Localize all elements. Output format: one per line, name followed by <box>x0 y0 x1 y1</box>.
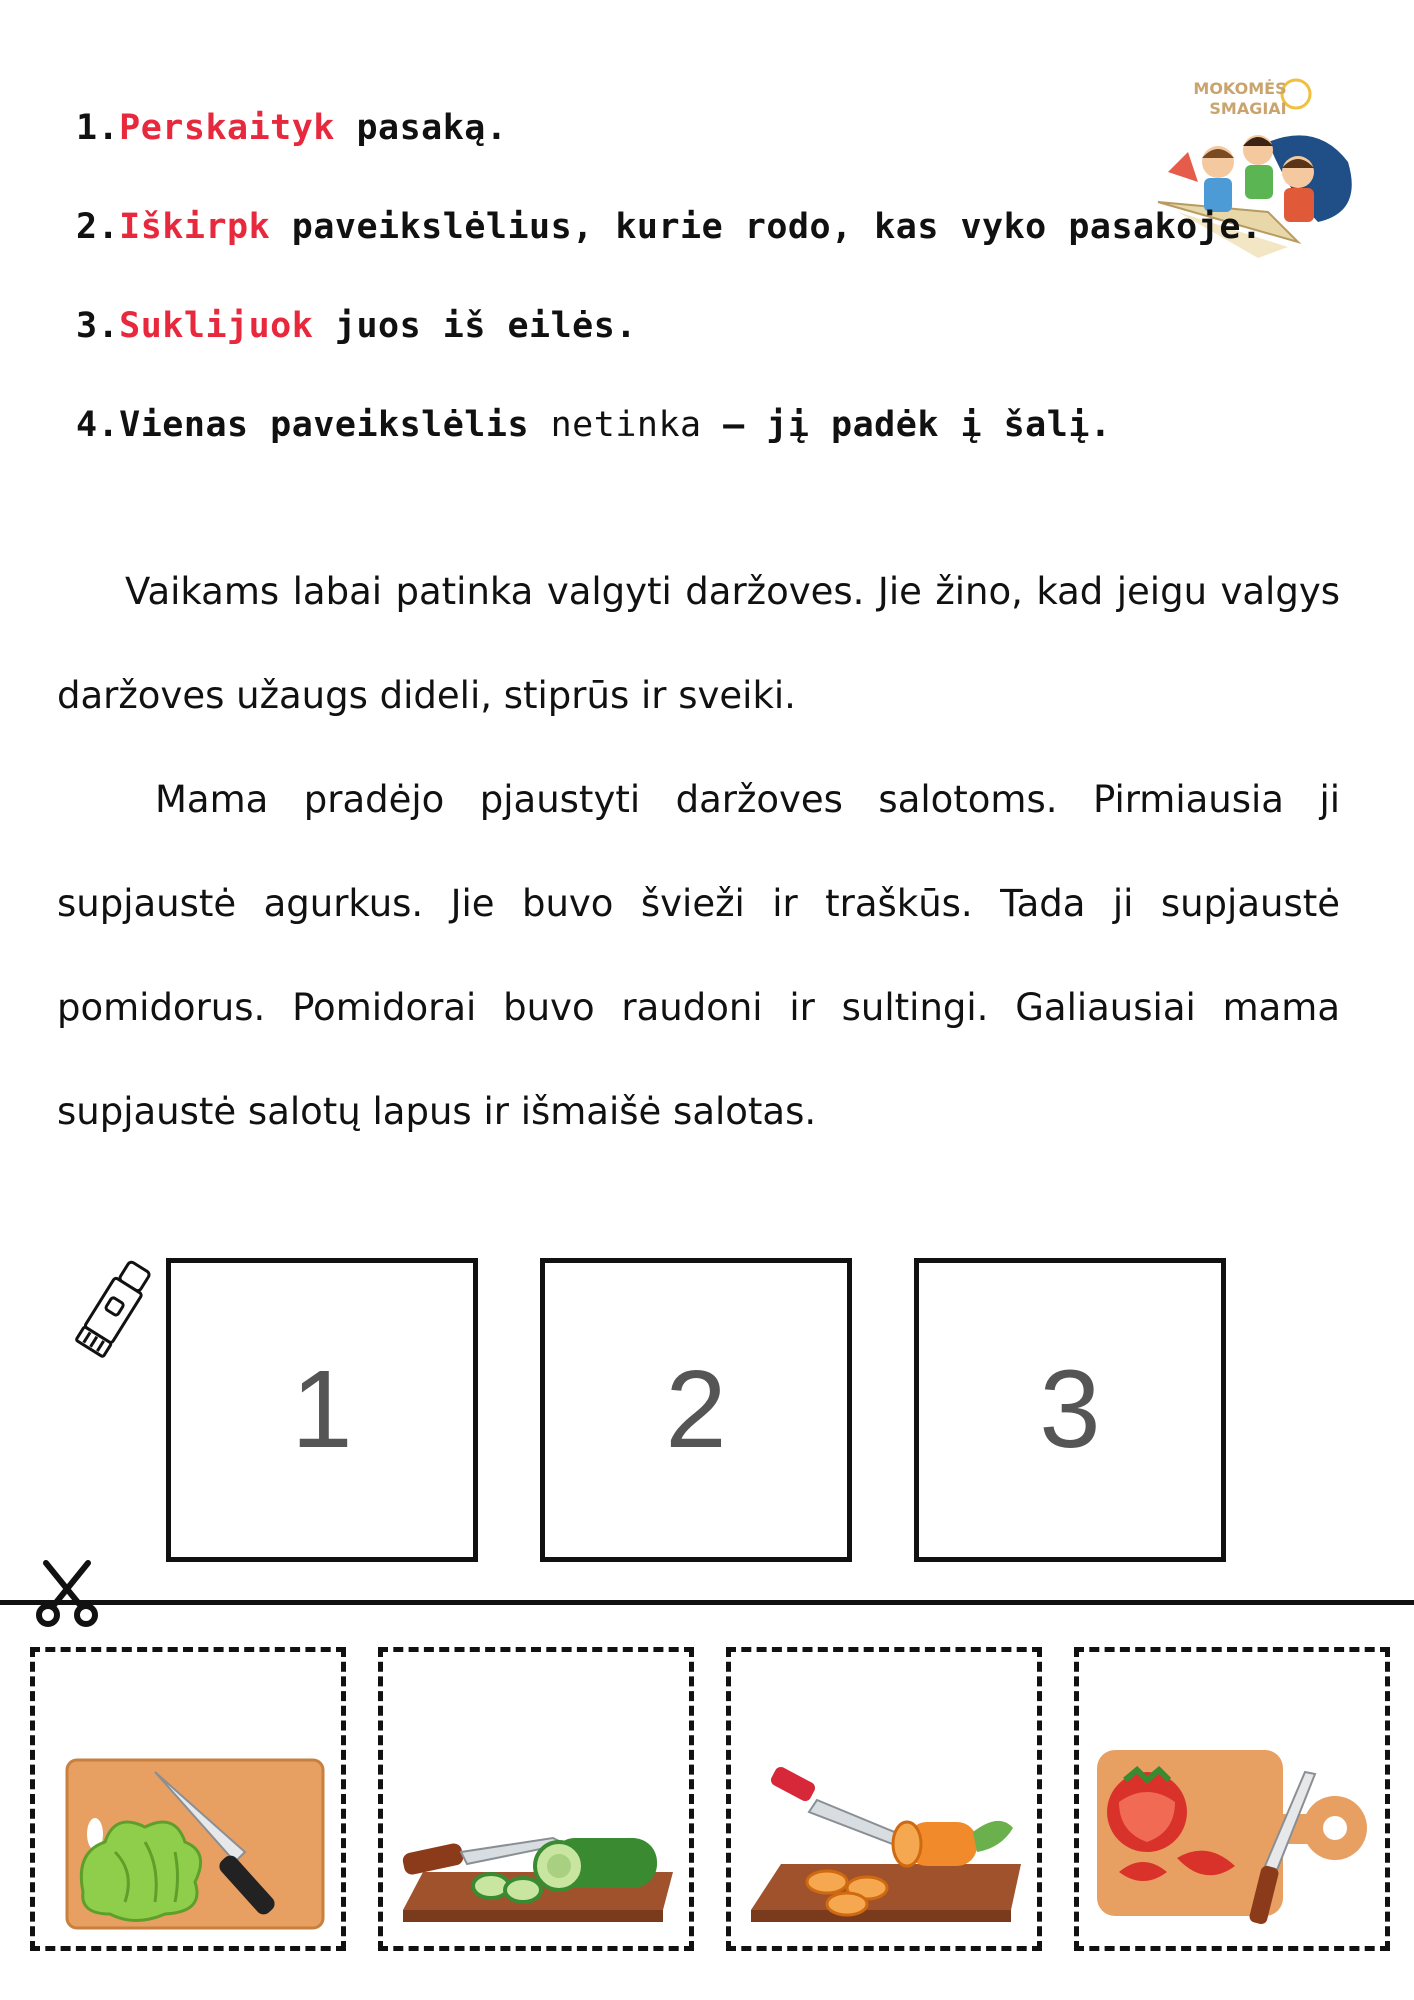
instruction-3 <box>76 306 637 346</box>
cutout-card-carrot[interactable] <box>726 1647 1042 1951</box>
instruction-2 <box>76 207 1262 247</box>
instruction-1 <box>76 108 507 148</box>
carrot-cutting-board-picture <box>731 1652 1037 1946</box>
tomato-cutting-board-picture <box>1079 1652 1385 1946</box>
drop-frame-3[interactable] <box>914 1258 1226 1562</box>
story-paragraph-2: Mama pradėjo pjaustyti daržoves salotoms. Pirmiausia ji supjaustė agurkus. Jie buvo švieži ir traškūs. Tada ji supjaustė pomidorus. Pomidorai buvo raudoni ir sultingi. Galiausiai mama supjaustė salotų lapus ir išmaišė salotas. <box>57 778 1340 1133</box>
cutout-card-cucumber[interactable] <box>378 1647 694 1951</box>
instruction-text: juos iš eilės. <box>313 306 637 346</box>
story-paragraph-1: Vaikams labai patinka valgyti daržoves. Jie žino, kad jeigu valgys daržoves užaugs dideli, stiprūs ir sveiki. <box>57 570 1340 717</box>
instruction-number: 2. <box>76 207 120 247</box>
instruction-text: pasaką. <box>334 108 508 148</box>
instruction-number: 4. <box>76 405 120 445</box>
instruction-bold-text: – jį padėk į šalį. <box>701 405 1112 445</box>
logo-text-2: SMAGIAI <box>1209 99 1287 118</box>
instruction-number: 3. <box>76 306 120 346</box>
frame-number: 3 <box>1039 1348 1101 1471</box>
instruction-number: 1. <box>76 108 120 148</box>
scissors-icon <box>34 1557 100 1629</box>
logo-text-1: MOKOMĖS <box>1193 79 1287 98</box>
instruction-text: paveikslėlius, kurie rodo, kas vyko pasakoje. <box>270 207 1263 247</box>
cucumber-cutting-board-picture <box>383 1652 689 1946</box>
cutout-card-lettuce[interactable] <box>30 1647 346 1951</box>
lettuce-cutting-board-picture <box>35 1652 341 1946</box>
drop-frame-2[interactable] <box>540 1258 852 1562</box>
story-text <box>57 540 1340 1164</box>
instruction-normal-text: netinka <box>529 405 702 445</box>
frame-number: 2 <box>665 1348 727 1471</box>
cutout-card-tomato[interactable] <box>1074 1647 1390 1951</box>
instruction-verb: Iškirpk <box>119 207 271 247</box>
instruction-verb: Suklijuok <box>119 306 314 346</box>
cut-line <box>0 1600 1414 1605</box>
instruction-bold-text: Vienas paveikslėlis <box>119 405 530 445</box>
instruction-4 <box>76 405 1111 445</box>
instruction-verb: Perskaityk <box>119 108 335 148</box>
frame-number: 1 <box>291 1348 353 1471</box>
drop-frame-1[interactable] <box>166 1258 478 1562</box>
glue-stick-icon <box>68 1255 158 1363</box>
